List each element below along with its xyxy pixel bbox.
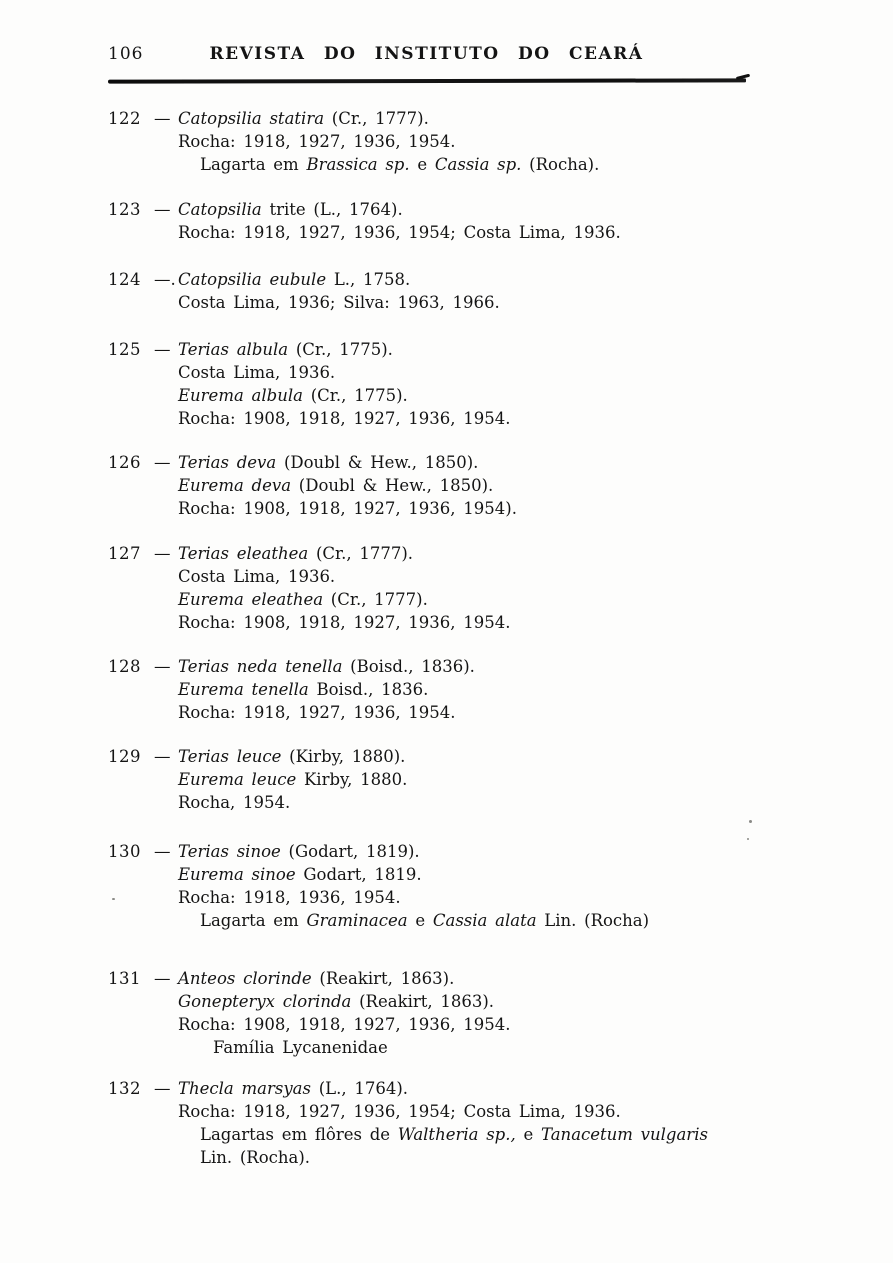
entry-line [108,1036,813,1059]
journal-title: REVISTA DO INSTITUTO DO CEARÁ [209,44,644,64]
species-name: Waltheria sp., [397,1125,516,1144]
entry-number: 126 [108,453,141,472]
catalog-entry [108,745,813,814]
entry-line [108,130,813,153]
entry-text: Lagarta em [200,155,307,174]
entry-text: Rocha: 1918, 1927, 1936, 1954. [178,703,456,722]
species-name: Tanacetum vulgaris [541,1125,708,1144]
entry-heading-line [108,1077,813,1100]
entry-dash: — [154,842,171,861]
species-name: Eurema leuce [178,770,297,789]
entry-heading-line [108,840,813,863]
entry-heading-line [108,107,813,130]
entry-number: 132 [108,1079,141,1098]
entry-list [0,107,893,1169]
entry-number: 131 [108,969,141,988]
entry-line [108,886,813,909]
species-name: Eurema deva [178,476,292,495]
catalog-entry [108,451,813,520]
entry-line [108,291,813,314]
entry-line [108,909,813,932]
species-name: Catopsilia eubule [178,270,327,289]
entry-text: (Doubl & Hew., 1850). [291,476,494,495]
species-name: Anteos clorinde [178,969,312,988]
entry-text: Lin. (Rocha) [536,911,650,930]
entry-line [108,565,813,588]
entry-line [108,1123,813,1146]
entry-text: Costa Lima, 1936. [178,567,336,586]
species-name: Eurema tenella [178,680,309,699]
header-rule [108,78,746,83]
entry-number: 127 [108,544,141,563]
entry-dash: — [154,200,171,219]
entry-text: e [515,1125,541,1144]
entry-line [108,221,813,244]
species-name: Terias leuce [178,747,282,766]
entry-text: Família Lycanenidae [213,1038,388,1057]
entry-line [108,384,813,407]
entry-number: 123 [108,200,141,219]
entry-line [108,768,813,791]
species-name: Cassia alata [432,911,537,930]
entry-text: Costa Lima, 1936; Silva: 1963, 1966. [178,293,500,312]
entry-number: 125 [108,340,141,359]
entry-heading-line [108,967,813,990]
catalog-entry [108,655,813,724]
scan-speck [747,838,749,840]
species-name: Brassica sp. [306,155,410,174]
species-name: Terias albula [178,340,289,359]
entry-text: Rocha: 1908, 1918, 1927, 1936, 1954. [178,1015,511,1034]
entry-text: (Reakirt, 1863). [351,992,495,1011]
entry-dash: — [154,453,171,472]
entry-dash: — [154,340,171,359]
entry-text: Lagartas em flôres de [200,1125,398,1144]
entry-text: Kirby, 1880. [296,770,408,789]
entry-number: 129 [108,747,141,766]
species-name: Graminacea [306,911,408,930]
entry-number: 130 [108,842,141,861]
catalog-entry [108,198,813,244]
entry-text: Rocha: 1908, 1918, 1927, 1936, 1954). [178,499,517,518]
entry-line [108,474,813,497]
entry-line [108,1146,813,1169]
species-name: Catopsilia [178,200,262,219]
entry-heading-line [108,198,813,221]
species-name: Eurema sinoe [178,865,296,884]
scan-speck [112,898,115,900]
entry-line [108,361,813,384]
entry-line [108,497,813,520]
entry-text: Rocha: 1918, 1927, 1936, 1954. [178,132,456,151]
entry-line [108,791,813,814]
species-name: Cassia sp. [434,155,522,174]
entry-heading-line [108,745,813,768]
page-header [100,44,753,68]
entry-heading-line [108,268,813,291]
entry-dash: — [154,1079,171,1098]
page-number: 106 [108,44,144,64]
entry-text: Rocha: 1918, 1927, 1936, 1954; Costa Lima, 1936. [178,1102,621,1121]
species-name: Eurema eleathea [178,590,324,609]
entry-text: (Cr., 1777). [324,109,429,128]
entry-text: Rocha: 1918, 1927, 1936, 1954; Costa Lima, 1936. [178,223,621,242]
entry-line [108,678,813,701]
entry-text: Boisd., 1836. [308,680,429,699]
entry-text: Godart, 1819. [295,865,422,884]
entry-heading-line [108,338,813,361]
catalog-entry [108,338,813,430]
species-name: Thecla marsyas [178,1079,311,1098]
entry-heading-line [108,451,813,474]
entry-text: (Cr., 1775). [302,386,408,405]
entry-text: Lin. (Rocha). [200,1148,311,1167]
catalog-entry [108,840,813,932]
species-name: Terias deva [178,453,277,472]
species-name: Gonepteryx clorinda [178,992,352,1011]
entry-text: (Godart, 1819). [280,842,420,861]
entry-dash: — [154,544,171,563]
entry-text: Rocha: 1908, 1918, 1927, 1936, 1954. [178,613,511,632]
catalog-entry [108,1077,813,1169]
entry-text: Rocha: 1908, 1918, 1927, 1936, 1954. [178,409,511,428]
entry-text: e [407,911,433,930]
entry-text: (Doubl & Hew., 1850). [276,453,479,472]
entry-text: Rocha, 1954. [178,793,291,812]
species-name: Terias eleathea [178,544,309,563]
entry-text: (Kirby, 1880). [281,747,406,766]
entry-heading-line [108,655,813,678]
entry-line [108,407,813,430]
entry-text: e [409,155,435,174]
entry-line [108,863,813,886]
catalog-entry [108,967,813,1059]
entry-dash: — [154,969,171,988]
entry-text: Lagarta em [200,911,307,930]
species-name: Catopsilia statira [178,109,325,128]
entry-text: (Reakirt, 1863). [311,969,455,988]
catalog-entry [108,268,813,314]
entry-text: (Cr., 1777). [308,544,414,563]
entry-text: (Cr., 1775). [288,340,393,359]
entry-line [108,611,813,634]
entry-text: trite (L., 1764). [261,200,403,219]
entry-dash: — [154,747,171,766]
entry-line [108,1100,813,1123]
entry-line [108,701,813,724]
entry-line [108,1013,813,1036]
entry-text: (Cr., 1777). [323,590,428,609]
entry-line [108,153,813,176]
entry-number: 124 [108,270,141,289]
entry-dash: — [154,109,171,128]
species-name: Terias neda tenella [178,657,343,676]
entry-text: Costa Lima, 1936. [178,363,336,382]
entry-text: (Boisd., 1836). [342,657,475,676]
entry-text: L., 1758. [326,270,411,289]
entry-number: 122 [108,109,141,128]
species-name: Terias sinoe [178,842,281,861]
entry-line [108,990,813,1013]
entry-text: (Rocha). [521,155,600,174]
entry-text: Rocha: 1918, 1936, 1954. [178,888,401,907]
entry-dash: — [154,657,171,676]
catalog-entry [108,542,813,634]
entry-number: 128 [108,657,141,676]
entry-heading-line [108,542,813,565]
species-name: Eurema albula [178,386,303,405]
catalog-entry [108,107,813,176]
scan-speck [749,820,752,823]
entry-dash: —. [154,270,176,289]
entry-line [108,588,813,611]
entry-text: (L., 1764). [310,1079,409,1098]
